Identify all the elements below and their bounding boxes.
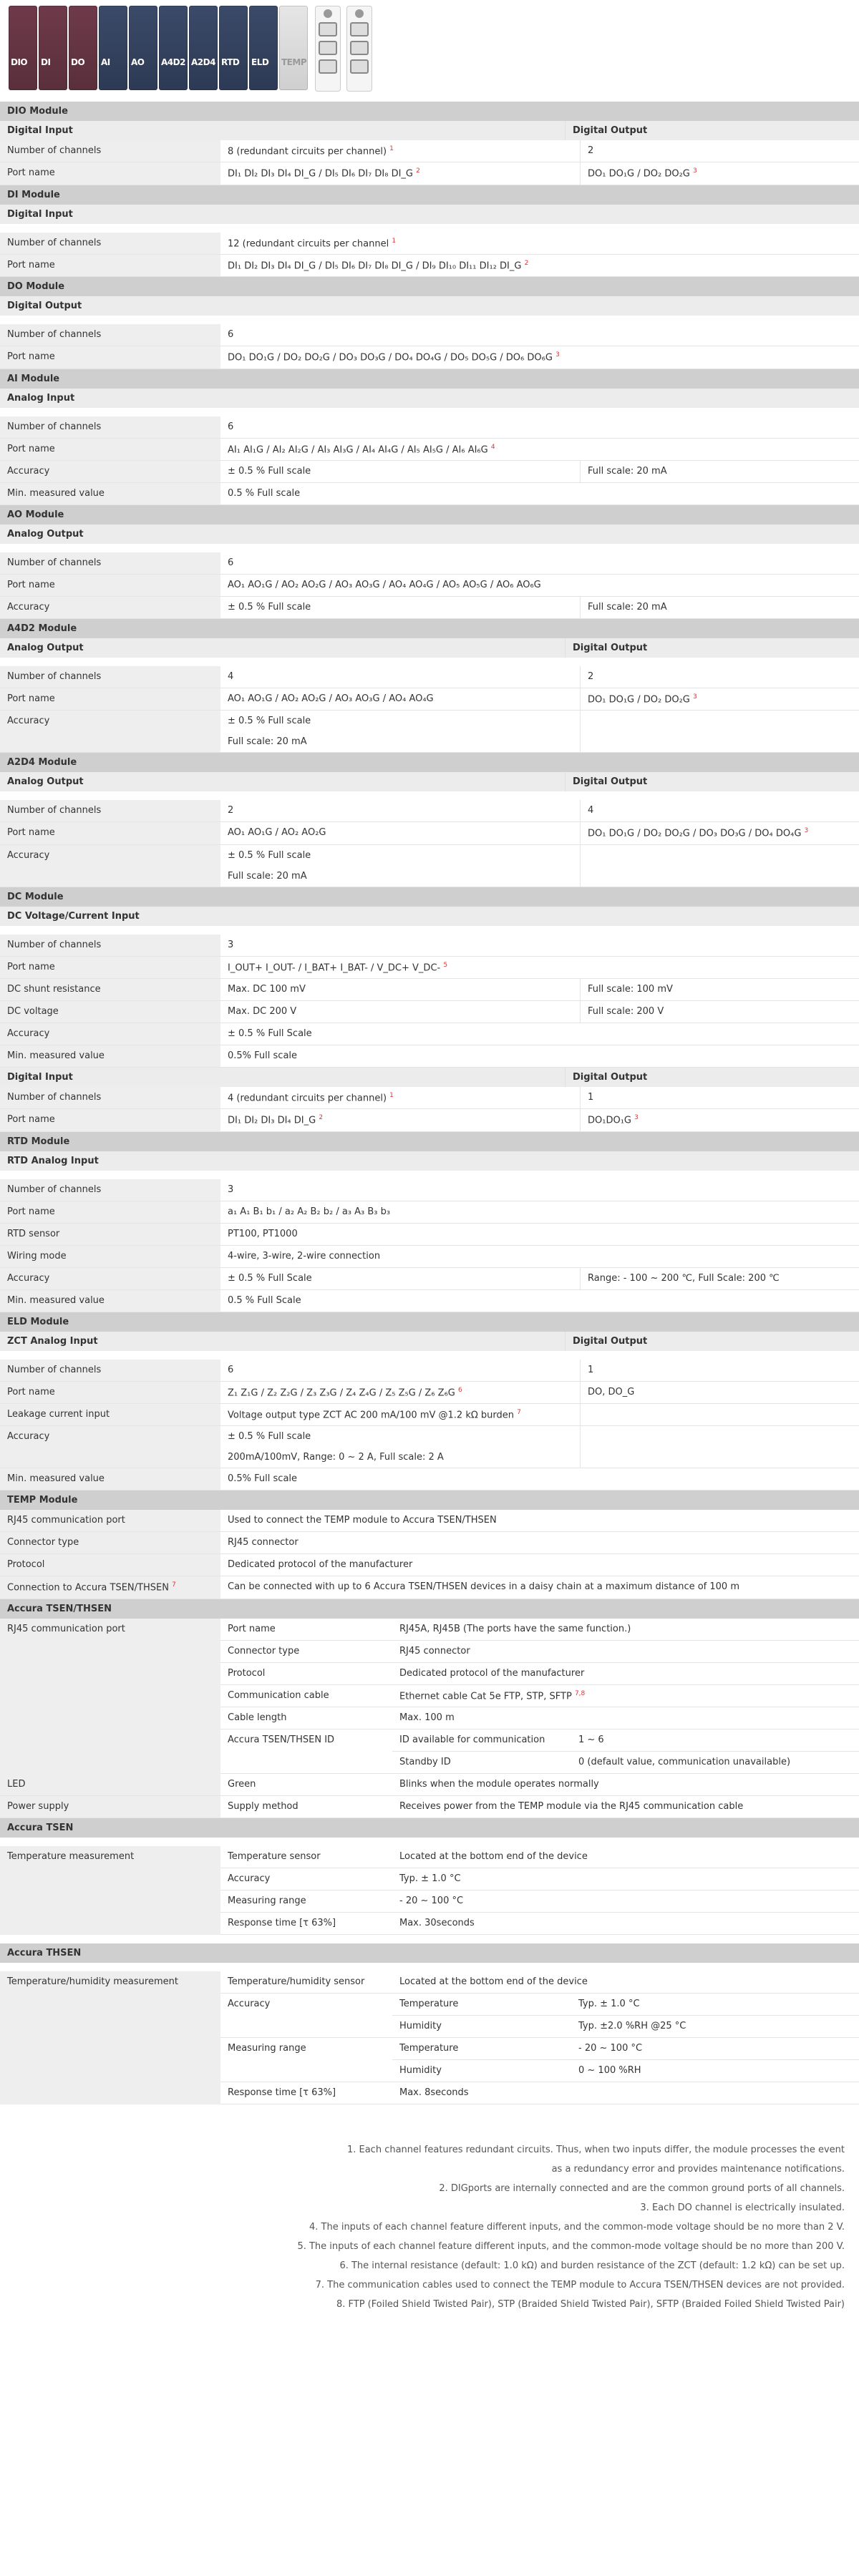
sub-label: Temperature — [399, 1998, 459, 2009]
row-value: Typ. ±2.0 %RH @25 °C — [578, 2020, 686, 2031]
row-value: AI₁ AI₁G / AI₂ AI₂G / AI₃ AI₃G / AI₄ AI₄G / AI₅ AI₅G / AI₆ AI₆G $^4$ — [228, 443, 495, 455]
row-value: DO₁ DO₁G / DO₂ DO₂G $^3$ — [580, 688, 859, 710]
row-value: 3 — [228, 1184, 234, 1195]
row-label: Number of channels — [0, 1179, 220, 1201]
row-label: Port name — [0, 688, 220, 710]
footnote: 8. FTP (Foiled Shield Twisted Pair), STP (Braided Shield Twisted Pair), SFTP (Braided Foiled Shield Twisted Pair) — [336, 2298, 845, 2310]
row-label: Port name — [0, 1109, 220, 1131]
row-label: Accuracy — [0, 597, 220, 618]
sub-label: Response time [τ 63%] — [228, 1917, 336, 1928]
row-label: Number of channels — [0, 140, 220, 162]
row-value: DI₁ DI₂ DI₃ DI₄ DI_G $^2$ — [228, 1114, 324, 1126]
row-value: AO₁ AO₁G / AO₂ AO₂G / AO₃ AO₃G / AO₄ AO₄G / AO₅ AO₅G / AO₆ AO₆G — [228, 579, 541, 590]
row-label: RJ45 communication port — [0, 1510, 220, 1531]
row-value: DO₁ DO₁G / DO₂ DO₂G / DO₃ DO₃G / DO₄ DO₄G $^3$ — [580, 822, 859, 844]
row-label: Min. measured value — [0, 1468, 220, 1490]
row-label: Accuracy — [0, 1268, 220, 1289]
row-value: I_OUT+ I_OUT- / I_BAT+ I_BAT- / V_DC+ V_DC- $^5$ — [228, 961, 448, 973]
row-label: RTD sensor — [0, 1224, 220, 1245]
row-label: Number of channels — [0, 1087, 220, 1108]
row-value: 6 — [228, 421, 234, 432]
group-header: Digital Output — [7, 301, 82, 312]
row-value: - 20 ~ 100 °C — [399, 1895, 464, 1906]
row-value: 0 (default value, communication unavailable) — [578, 1756, 791, 1767]
row-value: DI₁ DI₂ DI₃ DI₄ DI_G / DI₅ DI₆ DI₇ DI₈ DI_G / DI₉ DI₁₀ DI₁₁ DI₁₂ DI_G $^2$ — [228, 259, 529, 272]
row-value: 6 — [228, 329, 234, 341]
row-value: Can be connected with up to 6 Accura TSEN/THSEN devices in a daisy chain at a maximum distance of 100 m — [228, 1581, 739, 1593]
sub-label: Cable length — [228, 1712, 287, 1723]
row-label: Accuracy — [0, 461, 220, 482]
section-title: Accura THSEN — [0, 1943, 859, 1963]
module-temp: TEMP — [279, 6, 308, 90]
row-value: 4 — [580, 800, 859, 821]
row-label: Port name — [0, 439, 220, 460]
section-title: RTD Module — [0, 1132, 859, 1151]
group-header: Digital Output — [565, 638, 859, 658]
row-value: Receives power from the TEMP module via the RJ45 communication cable — [399, 1800, 744, 1812]
row-value: 8 (redundant circuits per channel) $^1$ — [228, 145, 394, 157]
module-di: DI — [39, 6, 67, 90]
row-value: - 20 ~ 100 °C — [578, 2042, 643, 2054]
row-value: 4 — [228, 670, 234, 682]
row-value: 2 — [580, 666, 859, 688]
section-title: TEMP Module — [0, 1491, 859, 1510]
sub-label: Standby ID — [399, 1756, 451, 1767]
row-value: 2 — [580, 140, 859, 162]
row-value: AO₁ AO₁G / AO₂ AO₂G / AO₃ AO₃G / AO₄ AO₄G — [228, 693, 434, 704]
module-ao: AO — [129, 6, 157, 90]
row-value: Full scale: 200 V — [580, 1001, 859, 1023]
sub-label: Humidity — [399, 2064, 442, 2076]
row-value: 1 — [580, 1360, 859, 1381]
group-header: RTD Analog Input — [7, 1155, 99, 1166]
sub-label: Measuring range — [228, 1895, 306, 1906]
section-title: Accura TSEN/THSEN — [0, 1599, 859, 1619]
row-value: ± 0.5 % Full scale Full scale: 20 mA — [228, 716, 311, 748]
row-label: Leakage current input — [0, 1404, 220, 1425]
footnote: 6. The internal resistance (default: 1.0 kΩ) and burden resistance of the ZCT (default: 1.2 kΩ) can be set up. — [339, 2260, 845, 2271]
row-value: RJ45 connector — [399, 1645, 470, 1657]
row-value: Dedicated protocol of the manufacturer — [399, 1667, 585, 1679]
row-value: Range: - 100 ~ 200 ℃, Full Scale: 200 ℃ — [580, 1268, 859, 1289]
module-ai: AI — [99, 6, 127, 90]
row-value: 0.5 % Full scale — [228, 487, 301, 499]
sub-label: Temperature sensor — [228, 1850, 321, 1862]
footnote: 1. Each channel features redundant circuits. Thus, when two inputs differ, the module processes the event — [346, 2144, 845, 2155]
row-value: Max. DC 200 V — [228, 1005, 297, 1017]
footnote: 5. The inputs of each channel feature different inputs, and the common-mode voltage should be no more than 200 V. — [297, 2240, 845, 2252]
row-label: DC voltage — [0, 1001, 220, 1023]
row-value: PT100, PT1000 — [228, 1228, 298, 1239]
row-value: Full scale: 20 mA — [580, 597, 859, 618]
section-title: A4D2 Module — [0, 619, 859, 638]
section-title: DC Module — [0, 887, 859, 907]
row-value: 12 (redundant circuits per channel $^1$ — [228, 237, 397, 249]
sub-label: Accura TSEN/THSEN ID — [228, 1734, 335, 1745]
row-value: ± 0.5 % Full scale — [228, 601, 311, 613]
row-value: ± 0.5 % Full scale — [228, 465, 311, 477]
row-label: Number of channels — [0, 1360, 220, 1381]
sub-label: Green — [228, 1778, 256, 1790]
row-value: 2 — [228, 805, 234, 816]
row-label: Number of channels — [0, 416, 220, 438]
sub-label: ID available for communication — [399, 1734, 545, 1745]
sub-label: Supply method — [228, 1800, 299, 1812]
section-title: DO Module — [0, 277, 859, 296]
sub-label: Measuring range — [228, 2042, 306, 2054]
module-lineup-image — [0, 0, 859, 102]
row-value: ± 0.5 % Full Scale — [228, 1272, 312, 1284]
row-label: Port name — [0, 255, 220, 276]
sub-label: Temperature/humidity sensor — [228, 1976, 365, 1987]
row-label: Min. measured value — [0, 1045, 220, 1067]
row-value: 0 ~ 100 %RH — [578, 2064, 641, 2076]
row-value: AO₁ AO₁G / AO₂ AO₂G — [228, 827, 326, 839]
row-value: ± 0.5 % Full Scale — [228, 1028, 312, 1039]
row-value: 0.5% Full scale — [228, 1473, 298, 1485]
row-value: Voltage output type ZCT AC 200 mA/100 mV @1.2 kΩ burden $^7$ — [228, 1408, 521, 1421]
thsen-device-icon — [346, 6, 372, 92]
module-dio: DIO — [9, 6, 37, 90]
footnote: 4. The inputs of each channel feature different inputs, and the common-mode voltage should be no more than 2 V. — [309, 2221, 845, 2233]
row-label: Port name — [0, 957, 220, 978]
row-value: Full scale: 20 mA — [580, 461, 859, 482]
row-value: 4 (redundant circuits per channel) $^1$ — [228, 1091, 394, 1104]
row-value: Typ. ± 1.0 °C — [578, 1998, 640, 2009]
row-label: Temperature/humidity measurement — [0, 1971, 220, 2104]
group-header: Digital Output — [565, 1332, 859, 1351]
row-value: DO₁DO₁G $^3$ — [580, 1109, 859, 1131]
section-title: DIO Module — [0, 102, 859, 121]
footnote: 7. The communication cables used to connect the TEMP module to Accura TSEN/THSEN devices are not provided. — [315, 2279, 845, 2290]
row-label: Accuracy — [0, 1023, 220, 1045]
section-title: ELD Module — [0, 1312, 859, 1332]
module-do: DO — [69, 6, 97, 90]
footnote: as a redundancy error and provides maintenance notifications. — [551, 2163, 845, 2175]
group-header: Analog Output — [7, 642, 84, 653]
row-value: DO₁ DO₁G / DO₂ DO₂G $^3$ — [580, 162, 859, 184]
row-label: Port name — [0, 822, 220, 844]
sub-label: Communication cable — [228, 1689, 329, 1701]
row-value: 1 ~ 6 — [578, 1734, 604, 1745]
footnote: 2. DIGports are internally connected and are the common ground ports of all channels. — [439, 2182, 845, 2194]
group-header: Analog Output — [7, 776, 84, 788]
row-value: 0.5 % Full Scale — [228, 1294, 301, 1306]
sub-label: Temperature — [399, 2042, 459, 2054]
row-value: 4-wire, 3-wire, 2-wire connection — [228, 1250, 381, 1262]
row-label: Protocol — [0, 1554, 220, 1576]
footnotes — [0, 2104, 859, 2314]
module-a2d4: A2D4 — [189, 6, 218, 90]
row-value: Max. 100 m — [399, 1712, 455, 1723]
sub-label: Port name — [228, 1623, 276, 1634]
group-header: ZCT Analog Input — [7, 1335, 98, 1347]
row-value: Max. 30seconds — [399, 1917, 475, 1928]
spec-table — [0, 102, 859, 2104]
row-label: Connection to Accura TSEN/THSEN $^7$ — [0, 1576, 220, 1598]
row-value: Located at the bottom end of the device — [399, 1976, 588, 1987]
row-value: Located at the bottom end of the device — [399, 1850, 588, 1862]
row-value: 6 — [228, 557, 234, 568]
module-rtd: RTD — [219, 6, 248, 90]
sub-label: Accuracy — [228, 1998, 271, 2009]
sub-label: Humidity — [399, 2020, 442, 2031]
row-label: DC shunt resistance — [0, 979, 220, 1000]
row-value: RJ45 connector — [228, 1537, 299, 1548]
row-value: DO₁ DO₁G / DO₂ DO₂G / DO₃ DO₃G / DO₄ DO₄G / DO₅ DO₅G / DO₆ DO₆G $^3$ — [228, 351, 560, 364]
row-label: Number of channels — [0, 552, 220, 574]
group-header: Digital Input — [7, 125, 73, 136]
row-label: Accuracy — [0, 1426, 220, 1468]
row-value: Ethernet cable Cat 5e FTP, STP, SFTP $^{7,8}$ — [399, 1689, 586, 1702]
row-label: Connector type — [0, 1532, 220, 1553]
row-label: Min. measured value — [0, 1290, 220, 1312]
tsen-device-icon — [315, 6, 341, 92]
nested-table — [220, 1619, 859, 1774]
group-header: Analog Output — [7, 528, 84, 540]
row-label: Port name — [0, 1382, 220, 1403]
row-value: Z₁ Z₁G / Z₂ Z₂G / Z₃ Z₃G / Z₄ Z₄G / Z₅ Z₅G / Z₆ Z₆G $^6$ — [228, 1386, 462, 1398]
row-value: DI₁ DI₂ DI₃ DI₄ DI_G / DI₅ DI₆ DI₇ DI₈ DI_G $^2$ — [228, 167, 420, 180]
row-value: 0.5% Full scale — [228, 1050, 298, 1061]
row-label: Port name — [0, 1201, 220, 1223]
group-header: Digital Output — [565, 1068, 859, 1087]
row-label: Accuracy — [0, 845, 220, 887]
group-header: Digital Input — [7, 1071, 73, 1083]
row-value: ± 0.5 % Full scale Full scale: 20 mA — [228, 849, 311, 882]
row-value: Blinks when the module operates normally — [399, 1778, 599, 1790]
row-label: RJ45 communication port — [0, 1619, 220, 1774]
sub-label: Response time [τ 63%] — [228, 2087, 336, 2098]
row-value: 6 — [228, 1364, 234, 1375]
group-header: Digital Output — [565, 121, 859, 140]
row-label: Number of channels — [0, 324, 220, 346]
sub-label: Protocol — [228, 1667, 266, 1679]
section-title: Accura TSEN — [0, 1818, 859, 1838]
row-value: Dedicated protocol of the manufacturer — [228, 1559, 413, 1571]
row-label: Number of channels — [0, 666, 220, 688]
row-label: Number of channels — [0, 233, 220, 254]
group-header: DC Voltage/Current Input — [7, 910, 140, 922]
group-header: Digital Output — [565, 772, 859, 791]
row-value: 3 — [228, 939, 234, 950]
row-value: Full scale: 100 mV — [580, 979, 859, 1000]
module-eld: ELD — [249, 6, 278, 90]
row-label: LED — [0, 1774, 220, 1795]
row-label: Wiring mode — [0, 1246, 220, 1267]
group-header: Analog Input — [7, 392, 75, 404]
sub-label: Connector type — [228, 1645, 300, 1657]
row-label: Port name — [0, 346, 220, 368]
section-title: A2D4 Module — [0, 753, 859, 772]
section-title: DI Module — [0, 185, 859, 205]
section-title: AO Module — [0, 505, 859, 525]
row-value: RJ45A, RJ45B (The ports have the same function.) — [399, 1623, 631, 1634]
group-header: Digital Input — [7, 208, 73, 220]
row-label: Min. measured value — [0, 483, 220, 504]
row-value: DO, DO_G — [580, 1382, 859, 1403]
row-label: Temperature measurement — [0, 1846, 220, 1935]
row-label: Accuracy — [0, 711, 220, 752]
row-value: Typ. ± 1.0 °C — [399, 1873, 461, 1884]
row-value: a₁ A₁ B₁ b₁ / a₂ A₂ B₂ b₂ / a₃ A₃ B₃ b₃ — [228, 1206, 391, 1217]
row-value: Used to connect the TEMP module to Accura TSEN/THSEN — [228, 1515, 497, 1526]
row-label: Power supply — [0, 1796, 220, 1818]
row-label: Number of channels — [0, 800, 220, 821]
row-label: Port name — [0, 575, 220, 596]
section-title: AI Module — [0, 369, 859, 389]
row-value: Max. 8seconds — [399, 2087, 469, 2098]
sub-label: Accuracy — [228, 1873, 271, 1884]
row-value: 1 — [580, 1087, 859, 1108]
footnote: 3. Each DO channel is electrically insulated. — [640, 2202, 845, 2213]
module-a4d2: A4D2 — [159, 6, 188, 90]
row-label: Port name — [0, 162, 220, 184]
row-value: ± 0.5 % Full scale 200mA/100mV, Range: 0 ~ 2 A, Full scale: 2 A — [228, 1431, 444, 1463]
row-value: Max. DC 100 mV — [228, 983, 306, 995]
row-label: Number of channels — [0, 935, 220, 956]
